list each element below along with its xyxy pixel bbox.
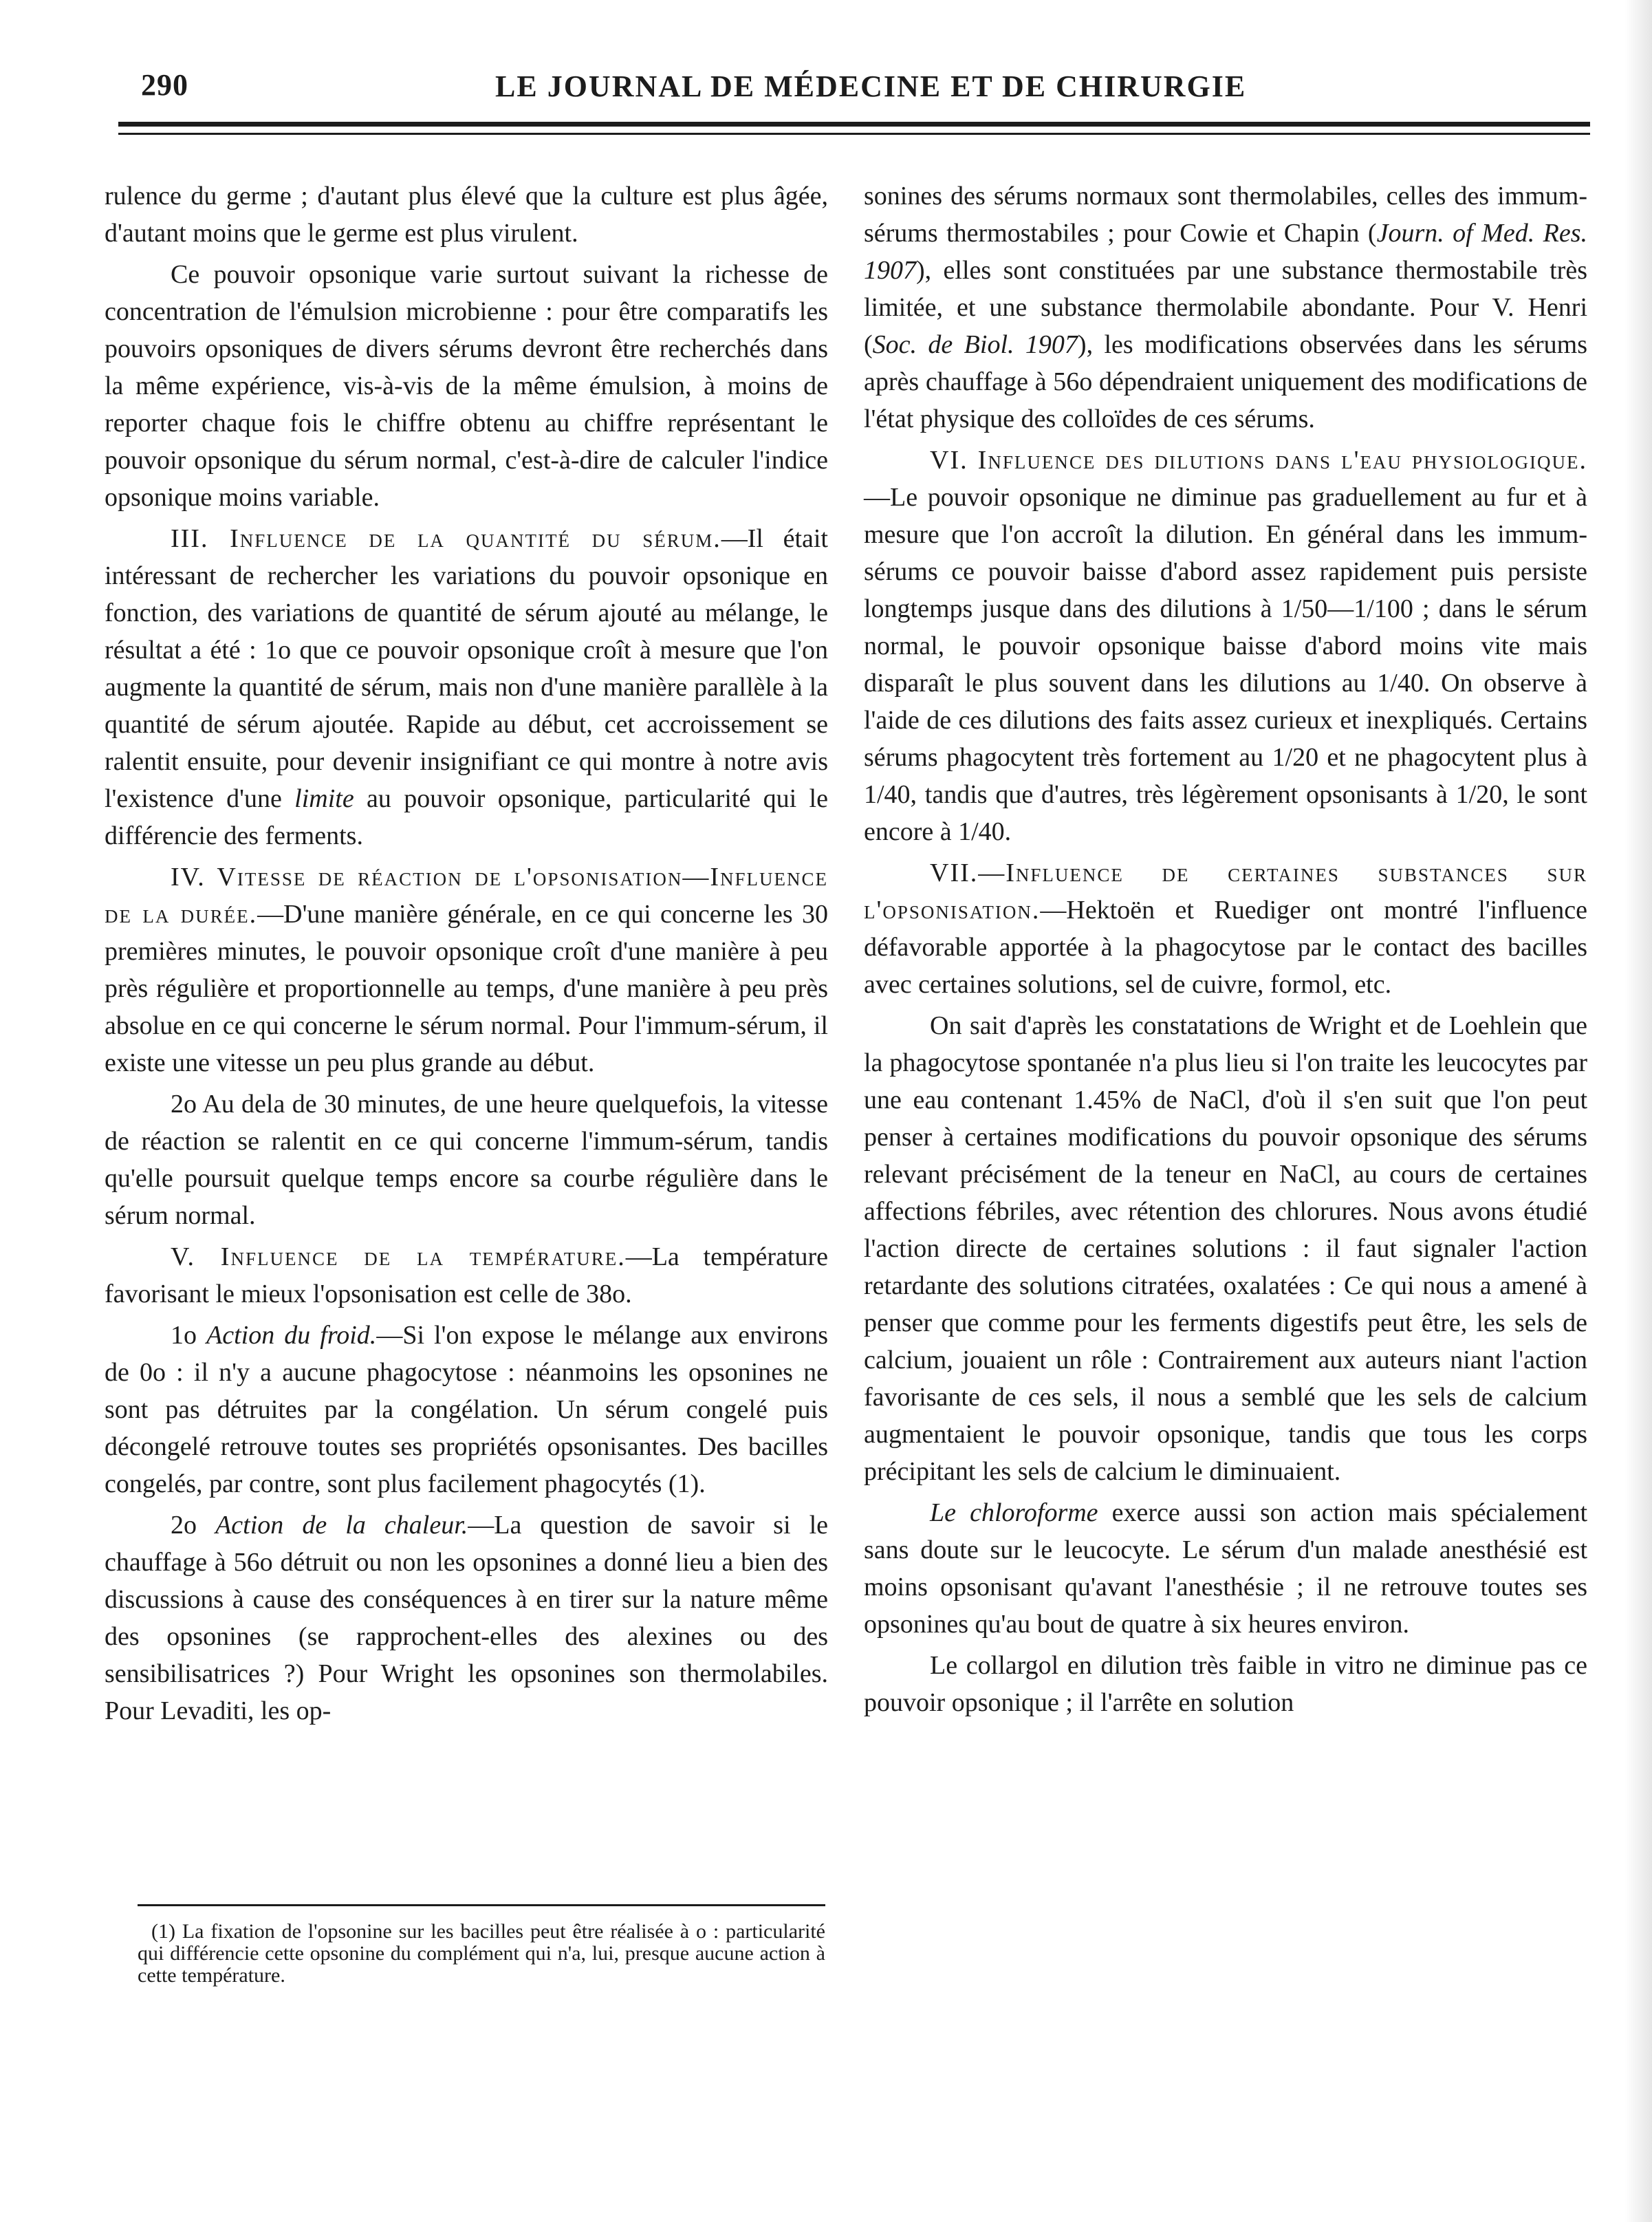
paragraph-text: —La question de savoir si le chauffage à 56o détruit ou non les opsonines a donné lieu a bien des discussions à cause des conséquences à en tirer sur la nature même des opsonines (se rapprochent-elles des alexines ou des sensibilisatrices ?) Pour Wright les opsonines son thermolabiles. Pour Levaditi, les op-: [105, 1511, 828, 1725]
subsection-title: Action du froid.: [206, 1321, 377, 1350]
right-column: [864, 177, 1587, 1725]
italic-term: Le chloroforme: [930, 1498, 1098, 1527]
section-heading: VI. Influence des dilutions dans l'eau physiologique.: [930, 446, 1587, 475]
footnote: (1) La fixation de l'opsonine sur les bacilles peut être réalisée à o : particularité qui différencie cette opsonine du complément qui n'a, lui, presque aucune action à cette température.: [138, 1920, 825, 1987]
paragraph: [864, 854, 1587, 1003]
subsection-title: Action de la chaleur.: [215, 1511, 468, 1540]
page-fold-shadow: [1624, 0, 1652, 2222]
paragraph-lead: 1o: [171, 1321, 207, 1350]
paragraph: [864, 1494, 1587, 1643]
paragraph-text: —La température favorisant le mieux l'opsonisation est celle de 38o.: [105, 1242, 828, 1308]
paragraph: [105, 520, 828, 854]
paragraph: [864, 177, 1587, 438]
citation: Soc. de Biol. 1907: [872, 330, 1078, 359]
paragraph: Le collargol en dilution très faible in vitro ne diminue pas ce pouvoir opsonique ; il l'arrête en solution: [864, 1651, 1587, 1717]
header-rule-thick: [118, 122, 1590, 127]
italic-term: limite: [294, 784, 354, 813]
footnote-rule: [138, 1904, 825, 1906]
page-number: 290: [141, 68, 188, 102]
paragraph: [105, 859, 828, 1081]
paragraph-text: —Le pouvoir opsonique ne diminue pas graduellement au fur et à mesure que l'on accroît la dilution. En général dans les immum-sérums ce pouvoir baisse d'abord assez rapidement puis persiste longtemps jusque dans des dilutions à 1/50—1/100 ; dans le sérum normal, le pouvoir opsonique baisse d'abord moins vite mais disparaît le plus souvent dans les dilutions au 1/40. On observe à l'aide de ces dilutions des faits assez curieux et inexpliqués. Certains sérums phagocytent très fortement au 1/20 et ne phagocytent plus à 1/40, tandis que d'autres, très légèrement opsonisants à 1/20, le sont encore à 1/40.: [864, 483, 1587, 846]
paragraph-lead: 2o: [171, 1511, 216, 1540]
paragraph-text: ), les modifications observées dans les sérums après chauffage à 56o dépendraient uniquement des modifications de l'état physique des colloïdes de ces sérums.: [864, 330, 1587, 433]
paragraph: [105, 1507, 828, 1729]
section-heading: III. Influence de la quantité du sérum.: [171, 524, 721, 553]
section-heading: V. Influence de la température.: [171, 1242, 626, 1271]
paragraph-text: au pouvoir opsonique, particularité qui le différencie des ferments.: [105, 784, 828, 850]
paragraph-text: —D'une manière générale, en ce qui concerne les 30 premières minutes, le pouvoir opsonique croît d'une manière à peu près régulière et proportionnelle au temps, d'une manière à peu près absolue en ce qui concerne le sérum normal. Pour l'immum-sérum, il existe une vitesse un peu plus grande au début.: [105, 900, 828, 1077]
paragraph-text: —Si l'on expose le mélange aux environs de 0o : il n'y a aucune phagocytose : néanmoins les opsonines ne sont pas détruites par la congélation. Un sérum congelé puis décongelé retrouve toutes ses propriétés opsonisantes. Des bacilles congelés, par contre, sont plus facilement phagocytés (1).: [105, 1321, 829, 1498]
paragraph-text: —Hektoën et Ruediger ont montré l'influence défavorable apportée à la phagocytose par le contact des bacilles avec certaines solutions, sel de cuivre, formol, etc.: [864, 896, 1587, 999]
paragraph: [105, 1238, 828, 1313]
header-rule-thin: [118, 133, 1590, 135]
running-head: LE JOURNAL DE MÉDECINE ET DE CHIRURGIE: [495, 69, 1247, 103]
paragraph: rulence du germe ; d'autant plus élevé que la culture est plus âgée, d'autant moins que le germe est plus virulent.: [105, 182, 828, 248]
paragraph-text: —Il était intéressant de rechercher les variations du pouvoir opsonique en fonction, des variations de quantité de sérum ajouté au mélange, le résultat a été : 1o que ce pouvoir opsonique croît à mesure que l'on augmente la quantité de sérum, mais non d'une manière parallèle à la quantité de sérum ajoutée. Rapide au début, cet accroissement se ralentit ensuite, pour devenir insignifiant ce qui montre à notre avis l'existence d'une: [105, 524, 828, 813]
paragraph-text: exerce aussi son action mais spécialement sans doute sur le leucocyte. Le sérum d'un malade anesthésié est moins opsonisant qu'avant l'anesthésie ; il ne retrouve toutes ses opsonines qu'au bout de quatre à six heures environ.: [864, 1498, 1587, 1639]
paragraph: [864, 442, 1587, 850]
citation: Journ. of Med. Res. 1907: [864, 219, 1587, 285]
paragraph: Ce pouvoir opsonique varie surtout suivant la richesse de concentration de l'émulsion microbienne : pour être comparatifs les pouvoirs opsoniques de divers sérums devront être recherchés dans la même expérience, vis-à-vis de la même émulsion, à moins de reporter chaque fois le chiffre obtenu au chiffre représentant le pouvoir opsonique du sérum normal, c'est-à-dire de calculer l'indice opsonique moins variable.: [105, 260, 828, 512]
paragraph-text: ), elles sont constituées par une substance thermostabile très limitée, et une substance thermolabile abondante. Pour V. Henri (: [864, 256, 1587, 359]
left-column: [105, 177, 828, 1734]
section-heading: VII.—Influence de certaines substances sur l'opsonisation.: [864, 859, 1587, 925]
paragraph: 2o Au dela de 30 minutes, de une heure quelquefois, la vitesse de réaction se ralentit en ce qui concerne l'immum-sérum, tandis qu'elle poursuit quelque temps encore sa courbe régulière dans le sérum normal.: [105, 1090, 828, 1230]
paragraph: [105, 1317, 828, 1502]
section-heading: IV. Vitesse de réaction de l'opsonisation—Influence de la durée.: [105, 863, 828, 929]
paragraph: On sait d'après les constatations de Wright et de Loehlein que la phagocytose spontanée n'a plus lieu si l'on traite les leucocytes par une eau contenant 1.45% de NaCl, d'où il s'en suit que l'on peut penser à certaines modifications du pouvoir opsonique des sérums relevant précisément de la teneur en NaCl, au cours de certaines affections fébriles, avec rétention des chlorures. Nous avons étudié l'action directe de certaines solutions : il faut signaler l'action retardante des solutions citratées, oxalatées : Ce qui nous a amené à penser que comme pour les ferments digestifs peut être, les sels de calcium, jouaient un rôle : Contrairement aux auteurs niant l'action favorisante de ces sels, il nous a semblé que les sels de calcium augmentaient le pouvoir opsonique, tandis que tous les corps précipitant les sels de calcium le diminuaient.: [864, 1011, 1587, 1486]
paragraph-text: sonines des sérums normaux sont thermolabiles, celles des immum-sérums thermostabiles ; pour Cowie et Chapin (: [864, 182, 1587, 248]
